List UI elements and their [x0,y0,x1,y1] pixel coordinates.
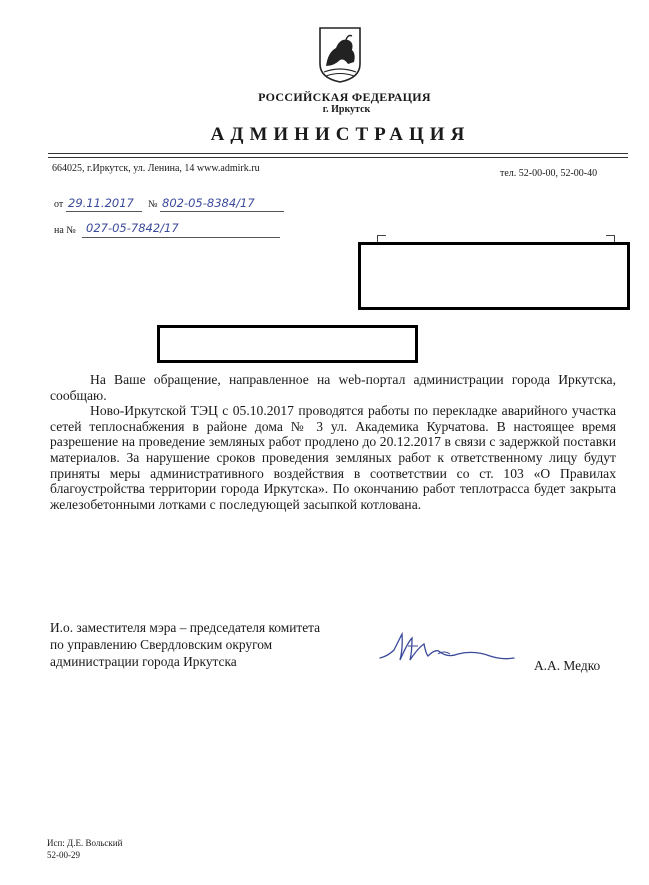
body-paragraph: Ново-Иркутской ТЭЦ с 05.10.2017 проводятся работы по перекладке аварийного участка сетей теплоснабжения в районе дома № 3 ул. Академика Курчатова. В настоящее время разрешение на проведение земляных работ продлено до 20.12.2017 в связи с задержкой поставки материалов. За нарушение сроков проведения земляных работ к ответственному лицу будут приняты меры административного воздействия в соответствии со ст. 103 «О Правилах благоустройства территории города Иркутска». По окончанию работ теплотрасса будет закрыта железобетонными лотками с последующей засыпкой котлована. [50,403,616,512]
country-name: РОССИЙСКАЯ ФЕДЕРАЦИЯ [258,90,431,104]
city-name: г. Иркутск [322,104,371,115]
date-value: 29.11.2017 [68,196,134,210]
reply-underline [82,237,280,238]
date-label: от [54,199,64,210]
coat-of-arms-icon [318,26,362,84]
address-line: 664025, г.Иркутск, ул. Ленина, 14 www.admirk.ru [52,163,260,174]
reply-label: на № [54,225,76,236]
number-label: № [148,199,158,210]
date-underline [66,211,142,212]
addressee-bracket-left [377,235,386,242]
redacted-addressee [358,242,630,310]
executor-info [47,837,122,861]
signatory-position [50,619,320,670]
handwritten-signature [378,628,518,668]
signatory-name: А.А. Медко [534,658,601,673]
body-paragraph: На Ваше обращение, направленное на web-портал администрации города Иркутска, сообщаю. [50,372,616,403]
header-divider [48,153,628,154]
position-line: И.о. заместителя мэра – председателя комитета [50,620,321,635]
position-line: по управлению Свердловским округом [50,637,273,652]
addressee-bracket-right [606,235,615,242]
number-value: 802-05-8384/17 [162,196,255,210]
number-underline [160,211,284,212]
reply-value: 027-05-7842/17 [86,221,179,235]
phone-line: тел. 52-00-00, 52-00-40 [500,168,598,179]
organization-title: АДМИНИСТРАЦИЯ [210,124,471,145]
executor-phone: 52-00-29 [47,850,80,860]
position-line: администрации города Иркутска [50,654,237,669]
letter-body [50,372,616,512]
header-divider-thin [48,157,628,158]
executor-name: Исп: Д.Е. Вольский [47,838,123,848]
redacted-salutation [157,325,418,363]
